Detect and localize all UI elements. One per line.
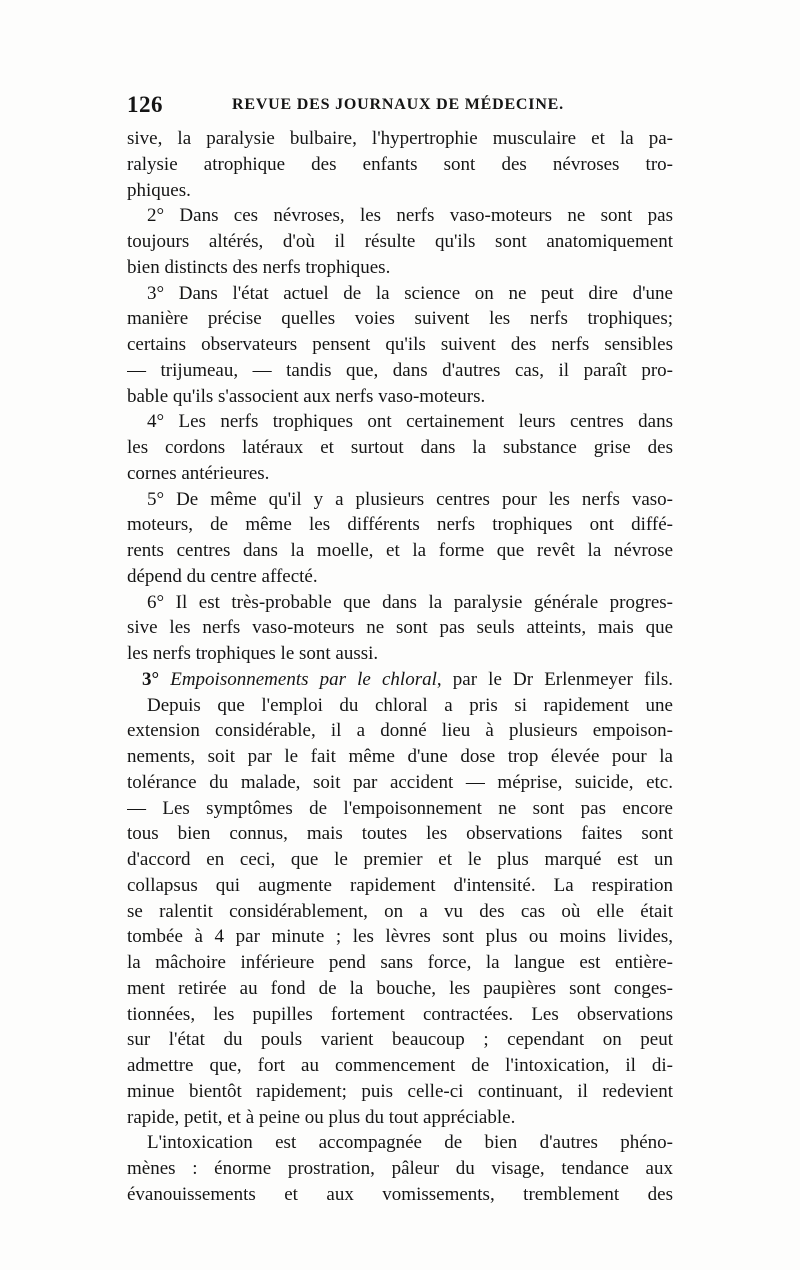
section-number: 3° xyxy=(142,668,171,690)
text-line: Depuis que l'emploi du chloral a pris si rapidement une xyxy=(147,694,673,716)
text-line: moteurs, de même les différents nerfs trophiques ont diffé- xyxy=(127,514,673,536)
text-line: tous bien connus, mais toutes les observations faites sont xyxy=(127,823,673,845)
text-line: tombée à 4 par minute ; les lèvres sont plus ou moins livides, xyxy=(127,926,673,948)
text-line: ment retirée au fond de la bouche, les paupières sont conges- xyxy=(127,977,673,999)
text-line: manière précise quelles voies suivent les nerfs trophiques; xyxy=(127,308,673,330)
text-line: se ralentit considérablement, on a vu des cas où elle était xyxy=(127,900,673,922)
text-line: dépend du centre affecté. xyxy=(127,565,318,587)
text-line: ralysie atrophique des enfants sont des névroses tro- xyxy=(127,153,673,175)
page-number: 126 xyxy=(127,92,163,117)
text-line: 2° Dans ces névroses, les nerfs vaso-moteurs ne sont pas xyxy=(147,205,673,227)
text-line: extension considérable, il a donné lieu à plusieurs empoison- xyxy=(127,720,673,742)
text-line: sive, la paralysie bulbaire, l'hypertrophie musculaire et la pa- xyxy=(127,128,673,149)
text-line: les cordons latéraux et surtout dans la substance grise des xyxy=(127,437,673,458)
text-line: bable qu'ils s'associent aux nerfs vaso-moteurs. xyxy=(127,385,486,407)
text-line: certains observateurs pensent qu'ils suivent des nerfs sensibles xyxy=(127,334,673,355)
text-line: rapide, petit, et à peine ou plus du tout appréciable. xyxy=(127,1106,516,1128)
text-line: toujours altérés, d'où il résulte qu'ils sont anatomiquement xyxy=(127,231,673,252)
text-line: 5° De même qu'il y a plusieurs centres pour les nerfs vaso- xyxy=(147,488,673,510)
text-line: phiques. xyxy=(127,179,191,201)
text-line: les nerfs trophiques le sont aussi. xyxy=(127,643,379,664)
text-line: minue bientôt rapidement; puis celle-ci continuant, il redevient xyxy=(127,1080,673,1102)
text-line: bien distincts des nerfs trophiques. xyxy=(127,256,391,278)
text-line: 6° Il est très-probable que dans la paralysie générale progres- xyxy=(147,591,673,613)
running-title: REVUE DES JOURNAUX DE MÉDECINE. xyxy=(232,96,564,113)
page-header xyxy=(127,92,673,120)
section-heading xyxy=(127,667,673,693)
text-line: admettre que, fort au commencement de l'intoxication, il di- xyxy=(127,1055,673,1076)
text-line: mènes : énorme prostration, pâleur du visage, tendance aux xyxy=(127,1158,673,1179)
text-line: sur l'état du pouls varient beaucoup ; cependant on peut xyxy=(127,1029,673,1051)
text-line: d'accord en ceci, que le premier et le plus marqué est un xyxy=(127,849,673,870)
text-line: L'intoxication est accompagnée de bien d'autres phéno- xyxy=(147,1132,673,1154)
section-title: Empoisonnements par le chloral xyxy=(170,668,437,690)
text-line: évanouissements et aux vomissements, tremblement des xyxy=(127,1183,673,1205)
text-line: nements, soit par le fait même d'une dose trop élevée pour la xyxy=(127,746,673,767)
text-line: collapsus qui augmente rapidement d'intensité. La respiration xyxy=(127,874,673,896)
text-line: la mâchoire inférieure pend sans force, la langue est entière- xyxy=(127,952,673,973)
text-line: — trijumeau, — tandis que, dans d'autres cas, il paraît pro- xyxy=(127,359,673,381)
text-line: cornes antérieures. xyxy=(127,462,270,484)
body-text xyxy=(127,126,673,1208)
section-author: , par le Dr Erlenmeyer fils. xyxy=(436,668,673,690)
text-line: — Les symptômes de l'empoisonnement ne sont pas encore xyxy=(127,797,673,819)
text-line: sive les nerfs vaso-moteurs ne sont pas seuls atteints, mais que xyxy=(127,617,673,639)
text-line: 3° Dans l'état actuel de la science on ne peut dire d'une xyxy=(147,282,673,304)
text-line: rents centres dans la moelle, et la forme que revêt la névrose xyxy=(127,540,673,561)
text-line: tionnées, les pupilles fortement contractées. Les observations xyxy=(127,1003,673,1025)
text-line: 4° Les nerfs trophiques ont certainement leurs centres dans xyxy=(147,411,673,433)
text-line: tolérance du malade, soit par accident — méprise, suicide, etc. xyxy=(127,771,673,793)
